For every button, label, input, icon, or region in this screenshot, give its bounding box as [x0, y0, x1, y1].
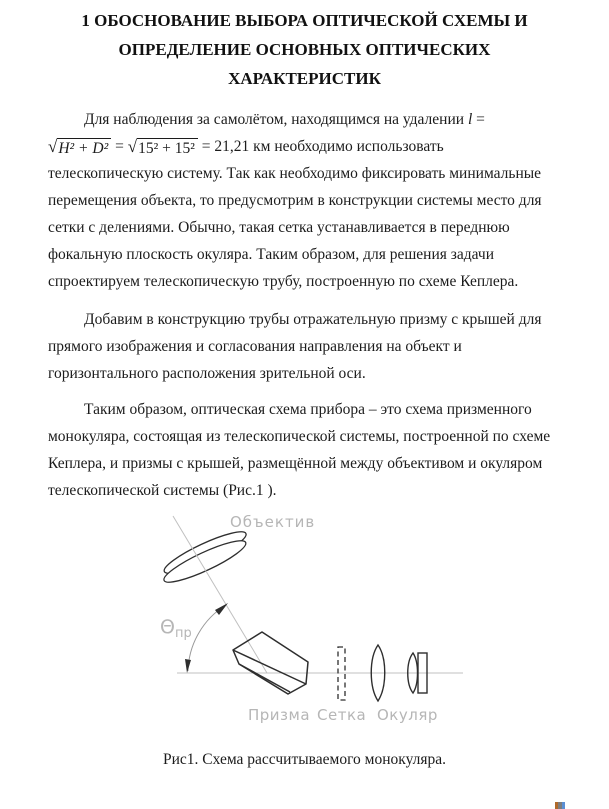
angle-arc: [188, 605, 226, 671]
theta-subscript: пр: [174, 626, 192, 641]
corner-icon-blue-part: [562, 802, 565, 809]
label-eyepiece: Окуляр: [377, 706, 438, 724]
paragraph-scheme: [48, 396, 561, 504]
theta-symbol: Θ: [160, 616, 175, 638]
radicand-hd: H² + D²: [57, 138, 111, 158]
prism-drawing: [233, 632, 308, 694]
objective-lens-drawing: [157, 525, 253, 588]
page-title-line: ХАРАКТЕРИСТИК: [228, 69, 381, 88]
math-variable-l: l: [467, 111, 473, 128]
radicand-numeric: 15² + 15²: [137, 138, 198, 158]
text-line: фокальную плоскость окуляра. Таким образом, для решения задачи: [48, 246, 494, 263]
label-reticle: Сетка: [317, 706, 367, 724]
page-title: [48, 6, 561, 93]
paragraph-prism: [48, 306, 561, 387]
text-line: сетки с делениями. Обычно, такая сетка устанавливается в переднюю: [48, 219, 510, 236]
radical-symbol: √: [48, 137, 58, 156]
text-line: Таким образом, оптическая схема прибора – это схема призменного: [84, 401, 532, 418]
text-line: горизонтального расположения зрительной оси.: [48, 365, 366, 382]
text-run: Для наблюдения за самолётом, находящимся на удалении: [84, 111, 468, 128]
text-line: прямого изображения и согласования направления на объект и: [48, 338, 462, 355]
text-line: [48, 106, 561, 133]
text-line: Кеплера, и призмы с крышей, размещённой между объективом и окуляром: [48, 455, 543, 472]
optical-scheme-figure: [0, 500, 609, 732]
text-line: перемещения объекта, то предусмотрим в конструкции системы место для: [48, 192, 542, 209]
text-run: = 21,21 км необходимо использовать: [197, 138, 444, 155]
formula-line: [48, 133, 561, 160]
page-title-line: 1 ОБОСНОВАНИЕ ВЫБОРА ОПТИЧЕСКОЙ СХЕМЫ И: [81, 11, 528, 30]
radical-symbol: √: [127, 137, 138, 156]
figure-caption: Рис1. Схема рассчитываемого монокуляра.: [162, 751, 447, 768]
paragraph-intro: [48, 106, 561, 295]
text-line: Добавим в конструкцию трубы отражательную призму с крышей для: [84, 311, 542, 328]
label-prism: Призма: [248, 706, 311, 724]
page-title-line: ОПРЕДЕЛЕНИЕ ОСНОВНЫХ ОПТИЧЕСКИХ: [118, 40, 491, 59]
partial-corner-icon: [555, 802, 565, 809]
text-run: =: [472, 111, 485, 128]
text-line: монокуляра, состоящая из телескопической системы, построенной по схеме: [48, 428, 551, 445]
text-line: телескопическую систему. Так как необходимо фиксировать минимальные: [48, 165, 542, 182]
text-line: спроектируем телескопическую трубу, построенную по схеме Кеплера.: [48, 273, 519, 290]
label-theta-pr: [160, 616, 192, 641]
label-objective: Объектив: [230, 513, 316, 531]
text-run: =: [111, 138, 128, 155]
arc-arrowhead-top: [215, 603, 228, 615]
text-line: телескопической системы (Рис.1 ).: [48, 482, 277, 499]
